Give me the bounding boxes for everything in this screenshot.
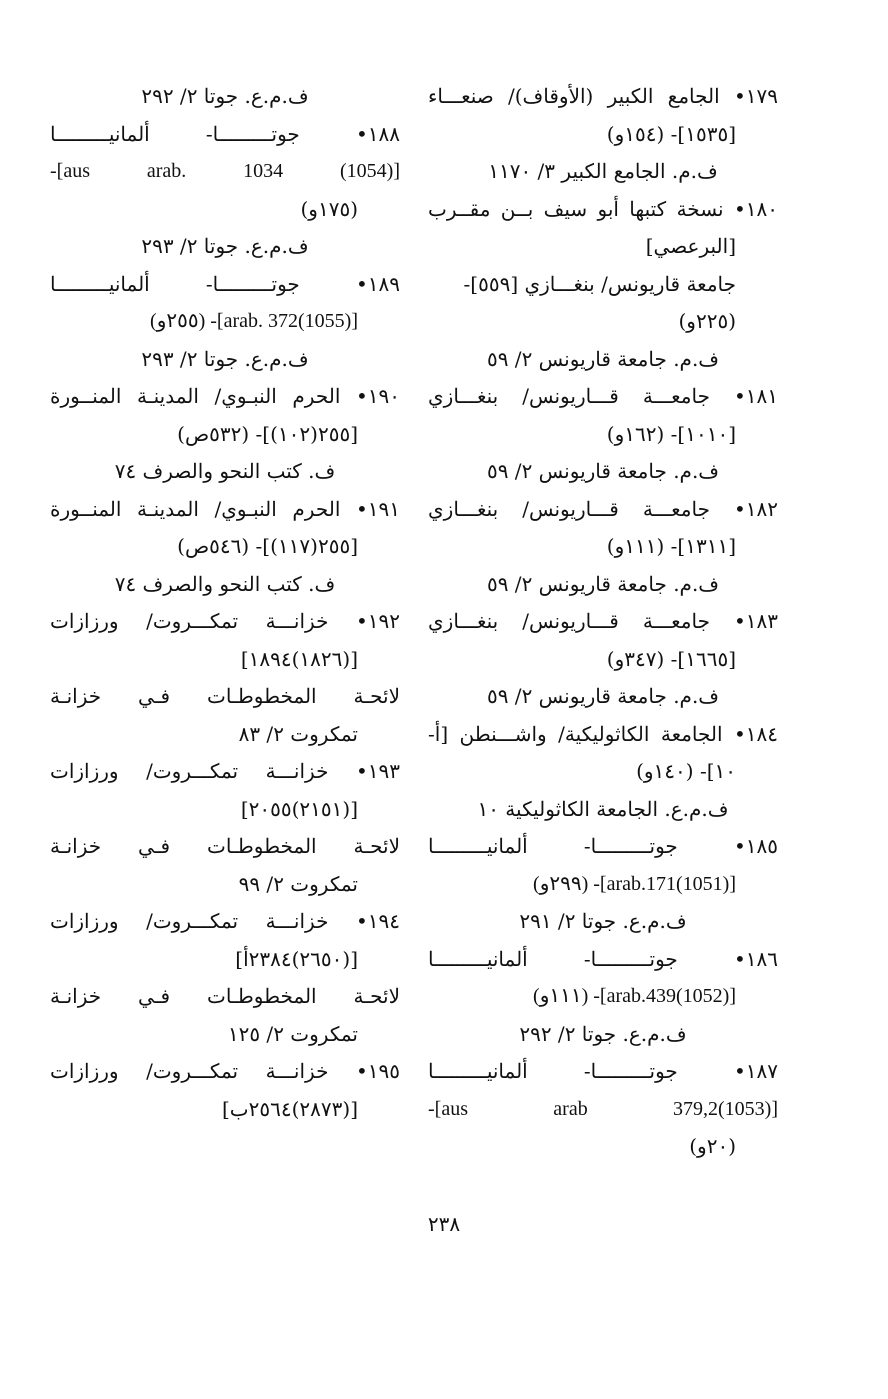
entry-line: ١٨٤• الجامعة الكاثوليكية/ واشـــنطن [أ- [428, 721, 778, 746]
entry-line: ١٩٣• خزانـــة تمكـــروت/ ورزازات [50, 759, 400, 783]
left-column [50, 78, 400, 1128]
entry-line: [(1052)arab.439]- (١١١و) [533, 985, 736, 1007]
entry-line: [(٢٦٥٠)٢٣٨٤أ] [235, 946, 358, 971]
entry-line: [(1054) aus arab. 1034]- [50, 160, 400, 182]
entry-line: [١٥٣٥]- (١٥٤و) [606, 121, 736, 146]
entry-line: ف.م. جامعة قاريونس ٢/ ٥٩ [486, 571, 720, 596]
entry-line: (١٧٥و) [300, 196, 358, 221]
entry-line: لائحـة المخطوطـات فـي خزانـة [50, 984, 400, 1008]
entry-line: ف.م. جامعة قاريونس ٢/ ٥٩ [486, 684, 720, 708]
entry-line: ١٨١• جامعـــة قـــاريونس/ بنغـــازي [428, 384, 778, 408]
entry-line: تمكروت ٢/ ٨٣ [238, 721, 358, 746]
entry-line: ف.م. جامعة قاريونس ٢/ ٥٩ [486, 346, 720, 371]
entry-line: تمكروت ٢/ ١٢٥ [227, 1021, 358, 1046]
entry-line: ١٠]- (١٤٠و) [636, 759, 736, 783]
entry-line: ١٩٤• خزانـــة تمكـــروت/ ورزازات [50, 909, 400, 933]
page-number: ٢٣٨ [427, 1212, 461, 1236]
entry-line: لائحـة المخطوطـات فـي خزانـة [50, 834, 400, 858]
entry-line: جامعة قاريونس/ بنغـــازي [٥٥٩]- [463, 271, 736, 296]
entry-line: ١٨٥• جوتـــــــــا- ألمانيـــــــــا [428, 834, 778, 858]
entry-line: [١٣١١]- (١١١و) [606, 534, 736, 558]
entry-line: ١٨٩• جوتـــــــــا- ألمانيـــــــــا [50, 271, 400, 296]
entry-line: لائحـة المخطوطـات فـي خزانـة [50, 684, 400, 708]
entry-line: ١٩٢• خزانـــة تمكـــروت/ ورزازات [50, 609, 400, 633]
entry-line: ف.م.ع. جوتا ٢/ ٢٩٣ [141, 346, 309, 371]
entry-line: (٢٠و) [689, 1134, 736, 1158]
entry-line: ١٨٨• جوتـــــــــا- ألمانيـــــــــا [50, 121, 400, 146]
entry-line: ف.م.ع. جوتا ٢/ ٢٩٢ [141, 84, 309, 108]
right-column [428, 78, 778, 1166]
entry-line: ف.م. الجامع الكبير ٣/ ١١٧٠ [488, 159, 718, 183]
entry-line: [(٢٨٧٣)٢٥٦٤ب] [222, 1096, 358, 1121]
entry-line: ف.م. جامعة قاريونس ٢/ ٥٩ [486, 459, 720, 483]
entry-line: ١٨٢• جامعـــة قـــاريونس/ بنغـــازي [428, 496, 778, 521]
entry-line: [١٦٦٥]- (٣٤٧و) [606, 646, 736, 671]
entry-line: [٢٥٥(١١٧)]- (٥٤٦ص) [177, 534, 358, 558]
entry-line: ١٨٠• نسخة كتبها أبو سيف بــن مقــرب [428, 196, 778, 221]
entry-line: (٢٢٥و) [678, 309, 736, 333]
entry-line: ١٧٩• الجامع الكبير (الأوقاف)/ صنعـــاء [428, 84, 778, 108]
entry-line: ف.م.ع. جوتا ٢/ ٢٩١ [519, 909, 687, 933]
entry-line: ف.م.ع. جوتا ٢/ ٢٩٢ [519, 1021, 687, 1046]
entry-line: ف.م.ع. جوتا ٢/ ٢٩٣ [141, 234, 309, 258]
entry-line: [البرعصي] [645, 234, 736, 258]
entry-line: [(٢١٥١)٢٠٥٥] [240, 796, 358, 821]
entry-line: [(1055)arab. 372]- (٢٥٥و) [150, 310, 358, 332]
entry-line: ١٨٣• جامعـــة قـــاريونس/ بنغـــازي [428, 609, 778, 633]
entry-line: ف. كتب النحو والصرف ٧٤ [114, 459, 336, 483]
entry-line: ف.م.ع. الجامعة الكاثوليكية ١٠ [477, 796, 729, 821]
entry-line: [(١٨٢٦)١٨٩٤] [240, 646, 358, 671]
entry-line: [١٠١٠]- (١٦٢و) [606, 421, 736, 446]
entry-line: ١٩٥• خزانـــة تمكـــروت/ ورزازات [50, 1059, 400, 1083]
entry-line: [(1053)2,aus arab 379]- [428, 1097, 778, 1120]
entry-line: ١٩٠• الحرم النبـوي/ المدينـة المنــورة [50, 384, 400, 408]
entry-line: ١٩١• الحرم النبـوي/ المدينـة المنــورة [50, 496, 400, 521]
entry-line: ف. كتب النحو والصرف ٧٤ [114, 571, 336, 596]
entry-line: ١٨٧• جوتـــــــــا- ألمانيـــــــــا [428, 1059, 778, 1083]
entry-line: ١٨٦• جوتـــــــــا- ألمانيـــــــــا [428, 946, 778, 971]
entry-line: تمكروت ٢/ ٩٩ [238, 871, 358, 896]
entry-line: [(1051)arab.171]- (٢٩٩و) [533, 872, 736, 895]
entry-line: [٢٥٥(١٠٢)]- (٥٣٢ص) [177, 421, 358, 446]
